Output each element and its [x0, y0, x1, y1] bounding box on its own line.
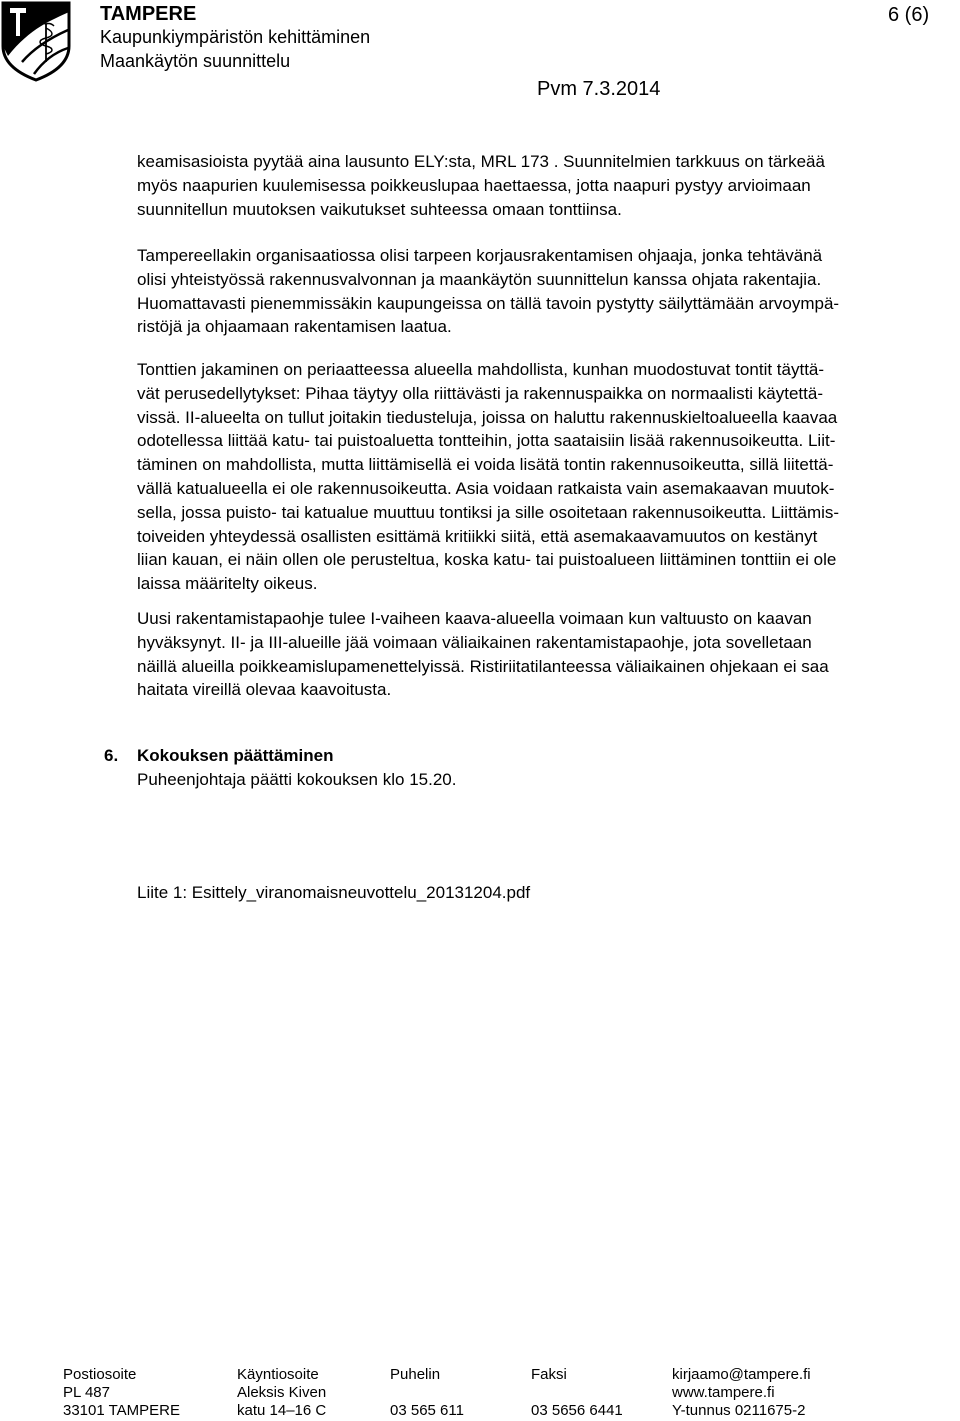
text-line: Tonttien jakaminen on periaatteessa alueella mahdollista, kunhan muodostuvat tontit täyttä- [137, 360, 825, 379]
footer-value: 33101 TAMPERE [63, 1402, 181, 1419]
footer-value: 03 565 611 [390, 1402, 464, 1419]
text-line: myös naapurien kuulemisessa poikkeuslupaa haettaessa, jotta naapuri pystyy arvioimaan [137, 175, 811, 195]
text-line: vällä katualueella ei ole rakennusoikeutta. Asia voidaan ratkaista vain asemakaavan muutok- [137, 478, 835, 498]
footer-contact [672, 1366, 811, 1420]
footer-phone [390, 1366, 464, 1420]
paragraph-4 [137, 607, 957, 702]
footer-label: Postiosoite [63, 1366, 137, 1383]
unit-name: Maankäytön suunnittelu [100, 51, 291, 71]
tampere-coat-of-arms-icon [0, 0, 72, 82]
text-line: vät perusedellytykset: Pihaa täytyy olla riittävästi ja rakennuspaikka on normaalisti käytettä- [137, 383, 823, 403]
text-line: laissa määritelty oikeus. [137, 574, 318, 594]
attachment-reference: Liite 1: Esittely_viranomaisneuvottelu_20131204.pdf [137, 883, 531, 902]
text-line: ristöjä ja ohjaamaan rakentamisen laatua. [137, 317, 452, 337]
text-line: odotellessa liittää katu- tai puistoaluetta tontteihin, jotta saataisiin lisää rakennusoikeutta. Liit- [137, 431, 836, 451]
footer-value: katu 14–16 C [237, 1402, 327, 1419]
text-line: sella, jossa puisto- tai katualue muuttuu tontiksi ja sille osoitetaan rakennusoikeutta. Liittämis- [137, 502, 840, 522]
section-title: Kokouksen päättäminen [137, 746, 334, 765]
footer-value [531, 1384, 623, 1402]
footer-email: kirjaamo@tampere.fi [672, 1366, 811, 1383]
footer-visiting-address [237, 1366, 326, 1420]
footer-website: www.tampere.fi [672, 1384, 775, 1401]
footer-value [390, 1384, 464, 1402]
footer-postal-address [63, 1366, 180, 1420]
footer-label: Käyntiosoite [237, 1366, 319, 1383]
section-body: Puheenjohtaja päätti kokouksen klo 15.20. [137, 770, 457, 789]
text-line: keamisasioista pyytää aina lausunto ELY:sta, MRL 173 . Suunnitelmien tarkkuus on tärkeää [137, 152, 825, 171]
text-line: hyväksynyt. II- ja III-alueille jää voimaan väliaikainen rakentamistapaohje, jota sovelletaan [137, 632, 812, 652]
paragraph-3 [137, 358, 957, 596]
paragraph-1 [137, 150, 957, 221]
text-line: toiveiden yhteydessä osallisten esittämä kritiikki siitä, että asemakaavamuutos on kestänyt [137, 526, 818, 546]
footer-fax [531, 1366, 623, 1420]
text-line: näillä alueilla poikkeamislupamenettelyissä. Ristiriitatilanteessa väliaikainen ohjekaan ei saa [137, 656, 829, 676]
text-line: liian kauan, ei näin ollen ole perusteltua, koska katu- tai puistoalueen liittäminen tonttiin ei ole [137, 550, 837, 570]
footer-value: 03 5656 6441 [531, 1402, 623, 1419]
text-line: Huomattavasti pienemmissäkin kaupungeissa on tällä tavoin pystytty säilyttämään arvoympä- [137, 293, 840, 313]
page-number: 6 (6) [888, 4, 930, 26]
text-line: vissä. II-alueelta on tullut joitakin tiedusteluja, joissa on haluttu rakennuskieltoalueella kaavaa [137, 407, 838, 427]
footer-value: PL 487 [63, 1384, 110, 1401]
text-line: Uusi rakentamistapaohje tulee I-vaiheen kaava-alueella voimaan kun valtuusto on kaavan [137, 609, 812, 628]
footer-label: Puhelin [390, 1366, 441, 1383]
section-number: 6. [104, 746, 119, 765]
paragraph-2 [137, 244, 957, 339]
text-line: haitata vireillä olevaa kaavoitusta. [137, 680, 392, 700]
footer-label: Faksi [531, 1366, 567, 1383]
document-date: Pvm 7.3.2014 [537, 78, 661, 100]
organization-name: TAMPERE [100, 3, 197, 25]
text-line: suunnitellun muutoksen vaikutukset suhteessa omaan tonttiinsa. [137, 199, 622, 219]
text-line: täminen on mahdollista, mutta liittämisellä ei voida lisätä tontin rakennusoikeutta, sillä liitettä- [137, 455, 834, 475]
department-name: Kaupunkiympäristön kehittäminen [100, 27, 371, 47]
footer-value: Aleksis Kiven [237, 1384, 327, 1401]
text-line: olisi yhteistyössä rakennusvalvonnan ja maankäytön suunnittelun kanssa ohjata rakentajia. [137, 269, 822, 289]
text-line: Tampereellakin organisaatiossa olisi tarpeen korjausrakentamisen ohjaaja, jonka tehtävänä [137, 246, 823, 265]
footer-business-id: Y-tunnus 0211675-2 [672, 1402, 806, 1419]
